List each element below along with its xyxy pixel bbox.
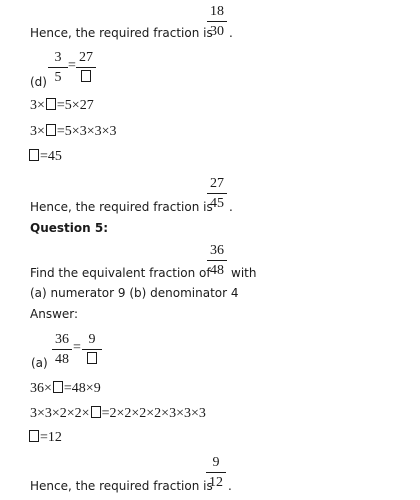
fraction-3-5: 3 5	[47, 50, 69, 85]
hence-line-1: Hence, the required fraction is	[30, 26, 213, 40]
period: .	[228, 479, 232, 493]
fraction-9-12: 9 12	[205, 455, 227, 490]
part-a-label: (a)	[31, 356, 48, 370]
period: .	[229, 26, 233, 40]
numerator: 18	[210, 4, 224, 19]
fraction-27-box: 27	[75, 50, 97, 85]
question-text-with: with	[231, 266, 257, 280]
blank-box	[29, 149, 39, 161]
step-a-2: 3×3×2×2× =2×2×2×2×3×3×3	[30, 406, 206, 421]
hence-line-3: Hence, the required fraction is	[30, 479, 213, 493]
blank-box	[46, 124, 56, 136]
fraction-36-48: 36 48	[206, 243, 228, 278]
question-text: Find the equivalent fraction of	[30, 266, 211, 280]
step-d-1: 3× =5×27	[30, 98, 94, 113]
part-d-label: (d)	[30, 75, 47, 89]
step-d-2: 3× =5×3×3×3	[30, 124, 117, 139]
denominator: 30	[210, 24, 224, 39]
blank-box	[81, 70, 91, 82]
fraction-9-box: 9	[81, 332, 103, 367]
equals-sign: =	[73, 340, 81, 355]
step-a-3: =12	[28, 430, 62, 446]
fraction-27-45: 27 45	[206, 176, 228, 211]
step-a-1: 36× =48×9	[30, 381, 101, 396]
question-heading: Question 5:	[30, 221, 108, 235]
period: .	[229, 200, 233, 214]
blank-box	[46, 98, 56, 110]
question-parts: (a) numerator 9 (b) denominator 4	[30, 286, 239, 300]
blank-box	[53, 381, 63, 393]
hence-line-2: Hence, the required fraction is	[30, 200, 213, 214]
blank-box	[29, 430, 39, 442]
step-d-3: =45	[28, 149, 62, 165]
fraction-36-48-a: 36 48	[51, 332, 73, 367]
blank-box	[87, 352, 97, 364]
equals-sign: =	[68, 58, 76, 73]
answer-label: Answer:	[30, 307, 79, 321]
blank-box	[91, 406, 101, 418]
